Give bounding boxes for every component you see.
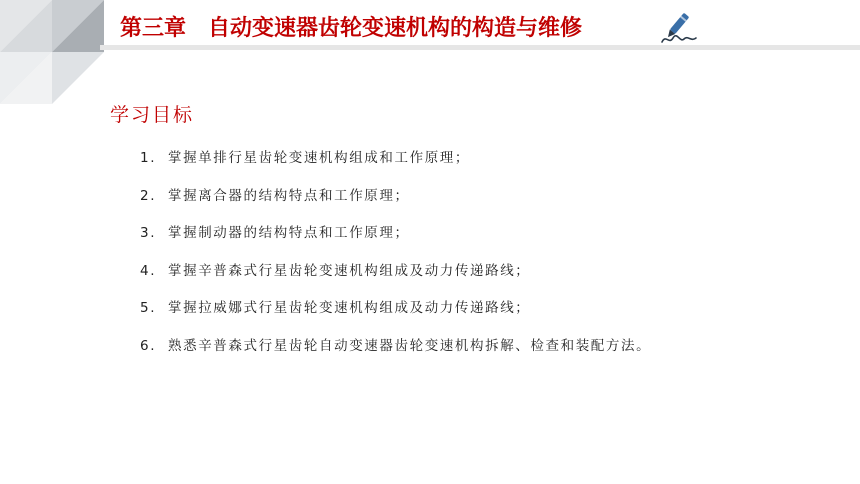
item-number: 2. (140, 187, 157, 204)
list-item (140, 257, 840, 295)
list-item (140, 294, 840, 332)
item-number: 1. (140, 150, 157, 166)
item-number: 4. (140, 262, 157, 279)
list-item (140, 144, 840, 182)
title-underline-rule (100, 45, 860, 50)
objectives-list (140, 144, 840, 370)
chapter-number: 第三章 (120, 16, 187, 41)
list-item (140, 332, 840, 370)
corner-triangles-decoration-icon (0, 0, 105, 105)
list-item (140, 219, 840, 257)
item-text: 掌握离合器的结构特点和工作原理； (168, 187, 410, 204)
item-number: 5. (140, 300, 157, 317)
item-number: 6. (140, 337, 157, 354)
item-text: 掌握辛普森式行星齿轮变速机构组成及动力传递路线； (168, 262, 531, 279)
item-text: 掌握拉威娜式行星齿轮变速机构组成及动力传递路线； (168, 300, 531, 317)
chapter-title-text: 自动变速器齿轮变速机构的构造与维修 (208, 16, 583, 41)
page-title (120, 12, 582, 46)
item-text: 熟悉辛普森式行星齿轮自动变速器齿轮变速机构拆解、检查和装配方法。 (168, 337, 652, 354)
pen-writing-icon (658, 12, 698, 46)
section-heading: 学习目标 (110, 104, 195, 126)
item-text: 掌握单排行星齿轮变速机构组成和工作原理； (168, 150, 470, 166)
list-item (140, 182, 840, 220)
item-text: 掌握制动器的结构特点和工作原理； (168, 225, 410, 242)
item-number: 3. (140, 225, 157, 242)
